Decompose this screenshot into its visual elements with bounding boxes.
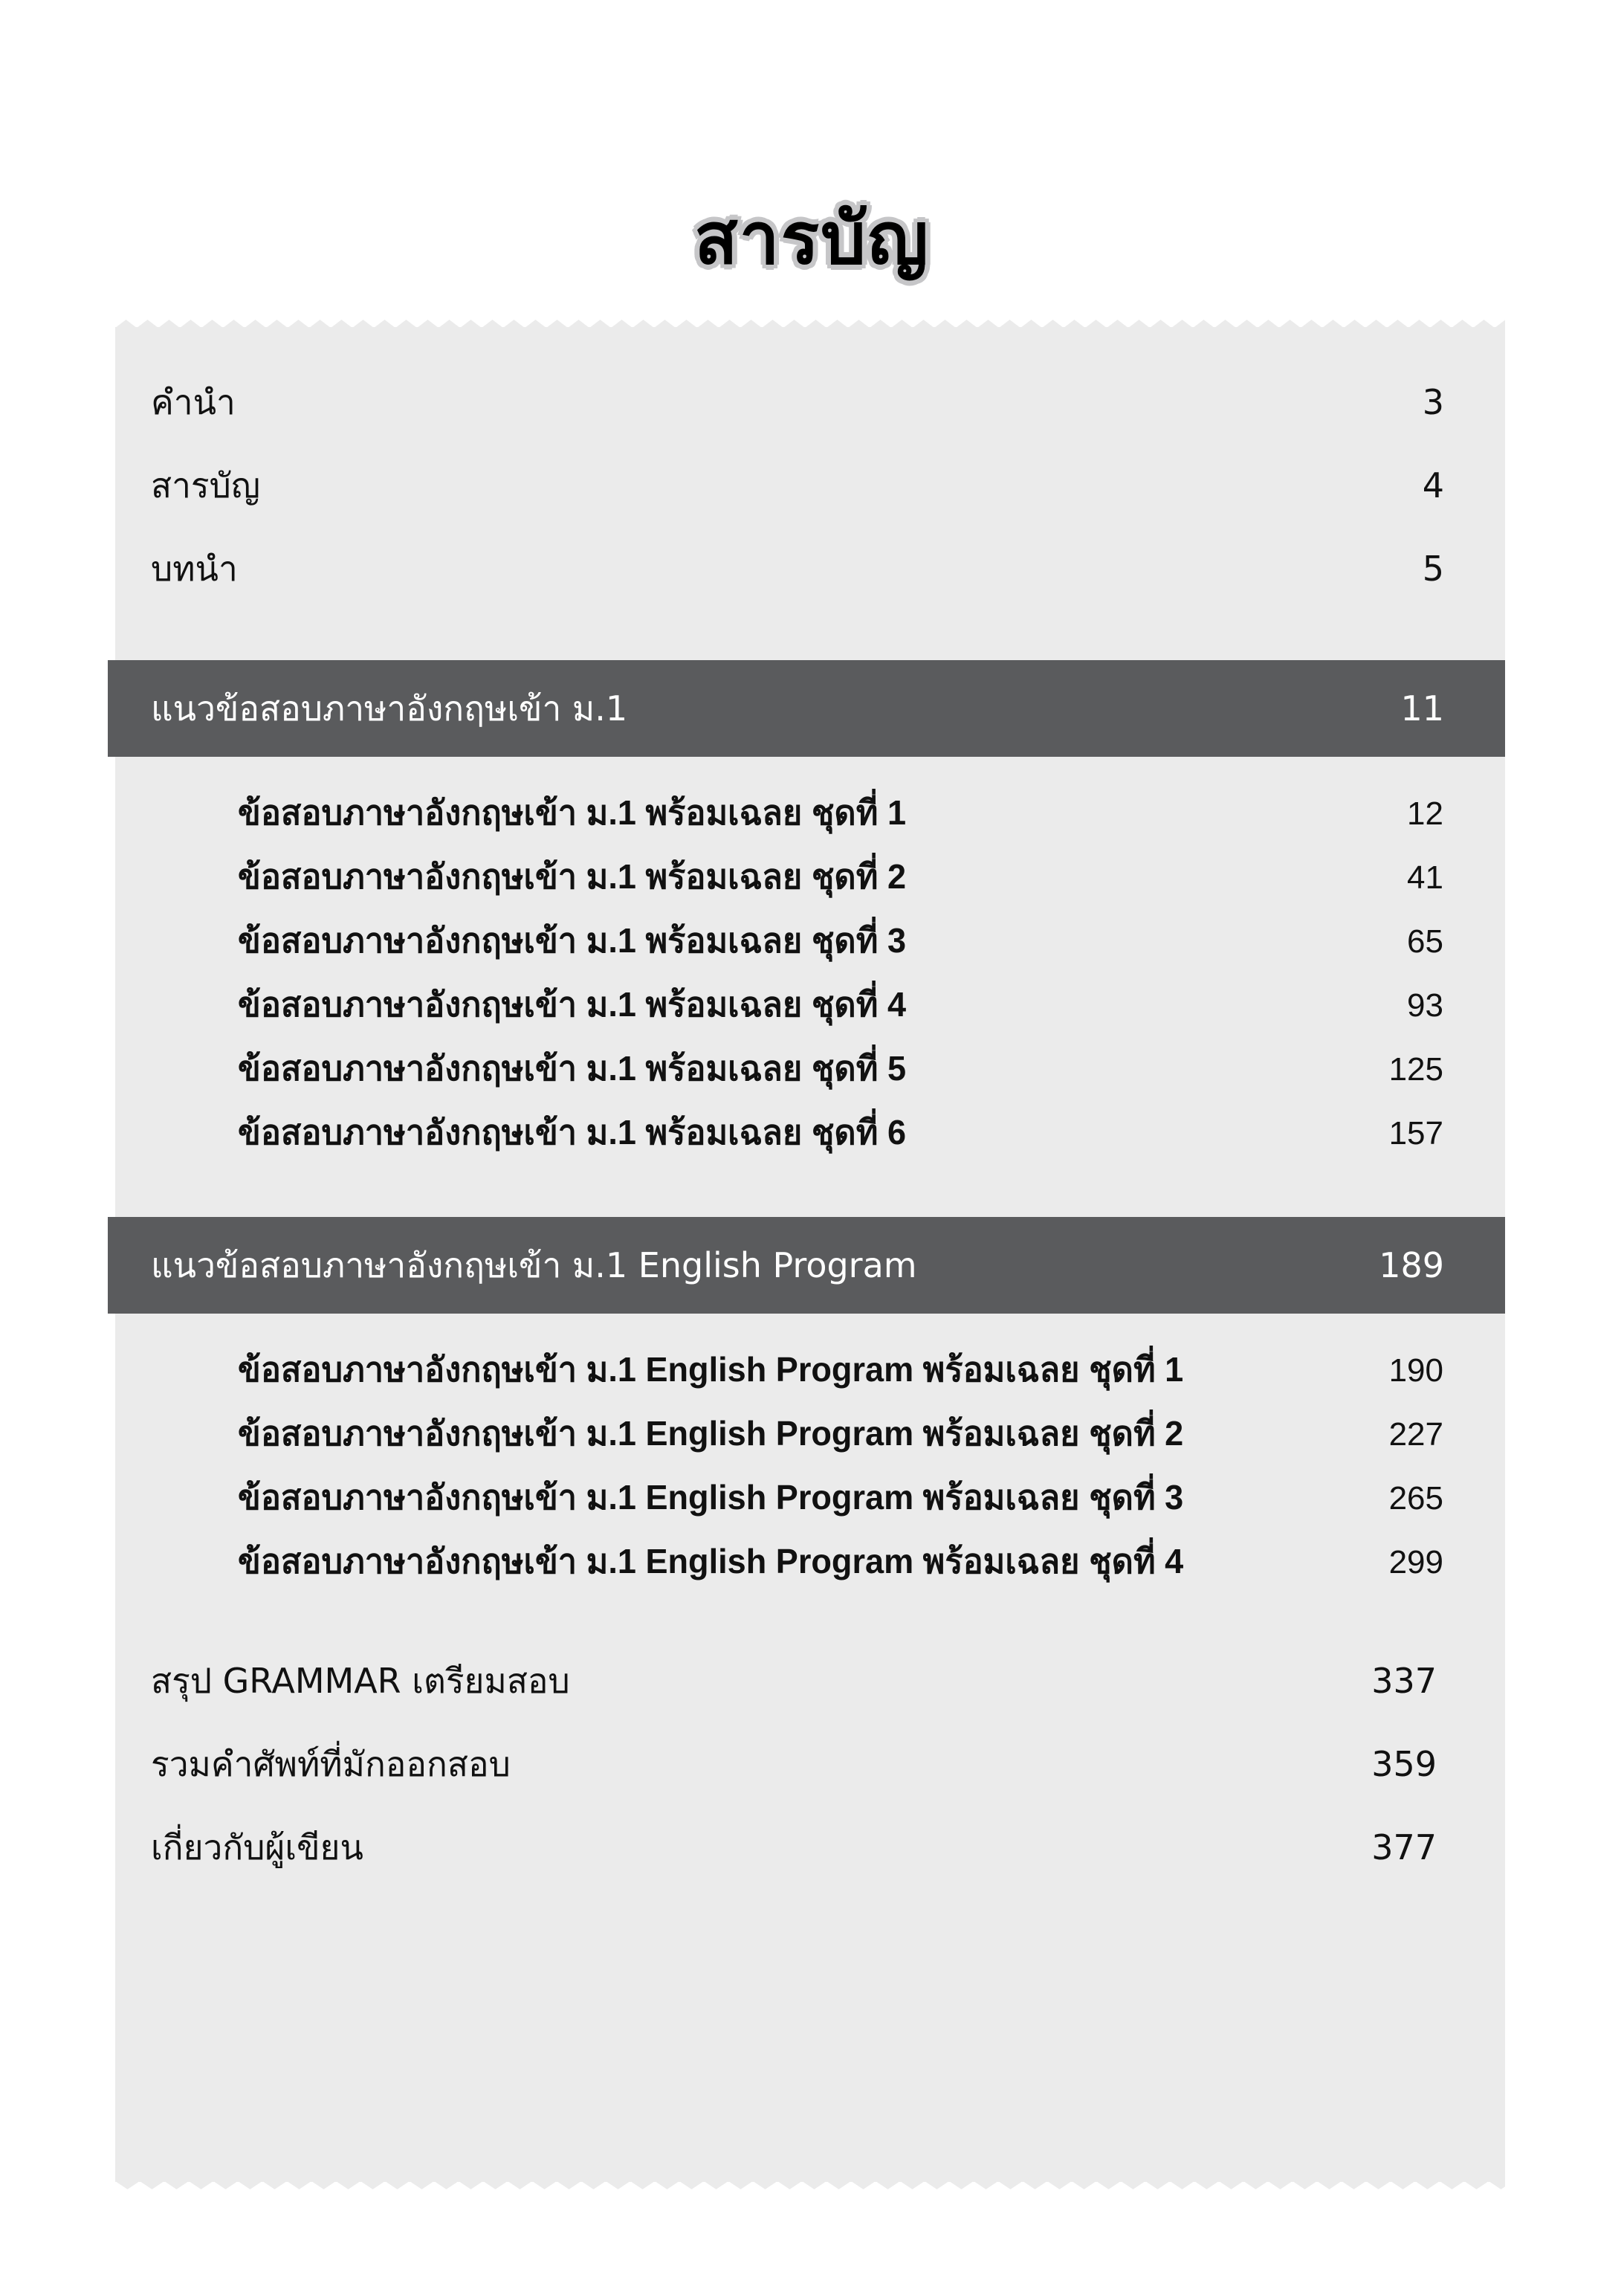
toc-entry-page: 359 [1371,1744,1437,1784]
toc-sub-entry[interactable] [238,1105,1443,1160]
toc-sub-entry[interactable] [238,914,1443,968]
toc-entry-label: สรุป GRAMMAR เตรียมสอบ [151,1661,570,1701]
page-title: สารบัญ [694,197,930,280]
toc-sub-entry-page: 125 [1388,1051,1443,1088]
toc-sub-entry[interactable] [238,850,1443,904]
toc-sub-entry[interactable] [238,1534,1443,1589]
section-heading-label: แนวข้อสอบภาษาอังกฤษเข้า ม.1 [151,688,628,729]
toc-sub-entry-page: 227 [1388,1416,1443,1453]
toc-sub-entry-label: ข้อสอบภาษาอังกฤษเข้า ม.1 พร้อมเฉลย ชุดที่ 3 [238,921,907,960]
section-heading-label: แนวข้อสอบภาษาอังกฤษเข้า ม.1 English Program [151,1244,917,1285]
toc-sub-entry-page: 299 [1388,1544,1443,1580]
toc-entry-label: เกี่ยวกับผู้เขียน [151,1827,363,1867]
toc-entry-back-1[interactable] [151,1654,1437,1708]
toc-entry-label: คำนำ [151,382,236,422]
toc-entry-page: 4 [1422,465,1444,506]
toc-sub-entry[interactable] [238,1343,1443,1397]
toc-sub-entry-page: 190 [1388,1352,1443,1389]
toc-sub-entry[interactable] [238,786,1443,840]
toc-entry-page: 337 [1371,1661,1437,1701]
section-heading-band-1[interactable] [108,660,1505,757]
toc-entry-front-1[interactable] [151,375,1444,430]
toc-sub-entry-label: ข้อสอบภาษาอังกฤษเข้า ม.1 พร้อมเฉลย ชุดที่ 2 [238,857,907,896]
zigzag-top-edge [115,319,1505,328]
toc-sub-entry[interactable] [238,1407,1443,1461]
toc-sub-entry-page: 65 [1407,923,1443,960]
toc-entry-label: รวมคำศัพท์ที่มักออกสอบ [151,1744,511,1784]
toc-entry-label: บทนำ [151,549,238,589]
section-heading-page: 11 [1400,688,1444,729]
toc-entry-page: 3 [1422,382,1444,422]
toc-sub-entry[interactable] [238,978,1443,1032]
toc-sub-entry-page: 12 [1407,795,1443,832]
toc-entry-front-2[interactable] [151,459,1444,513]
toc-entry-page: 377 [1371,1827,1437,1867]
toc-sub-entry-label: ข้อสอบภาษาอังกฤษเข้า ม.1 English Program พร้อมเฉลย ชุดที่ 1 [238,1350,1184,1389]
toc-sub-entry-page: 265 [1388,1480,1443,1517]
toc-sub-entry-page: 157 [1388,1115,1443,1152]
toc-sub-entry-label: ข้อสอบภาษาอังกฤษเข้า ม.1 พร้อมเฉลย ชุดที่ 4 [238,985,907,1024]
toc-entry-front-3[interactable] [151,542,1444,596]
toc-entry-label: สารบัญ [151,465,261,506]
toc-sub-entry[interactable] [238,1470,1443,1525]
toc-sub-entry[interactable] [238,1042,1443,1096]
zigzag-bottom-edge [115,2181,1505,2190]
toc-sub-entry-page: 93 [1407,987,1443,1024]
section-heading-page: 189 [1379,1245,1444,1285]
toc-sub-entry-label: ข้อสอบภาษาอังกฤษเข้า ม.1 พร้อมเฉลย ชุดที่ 1 [238,793,907,832]
toc-sub-entry-label: ข้อสอบภาษาอังกฤษเข้า ม.1 พร้อมเฉลย ชุดที่ 5 [238,1049,907,1088]
section-heading-band-2[interactable] [108,1217,1505,1314]
toc-sub-entry-label: ข้อสอบภาษาอังกฤษเข้า ม.1 English Program พร้อมเฉลย ชุดที่ 2 [238,1414,1184,1453]
toc-sub-entry-label: ข้อสอบภาษาอังกฤษเข้า ม.1 พร้อมเฉลย ชุดที่ 6 [238,1113,907,1152]
toc-sub-entry-page: 41 [1407,859,1443,896]
toc-entry-back-2[interactable] [151,1737,1437,1792]
toc-sub-entry-label: ข้อสอบภาษาอังกฤษเข้า ม.1 English Program พร้อมเฉลย ชุดที่ 4 [238,1542,1184,1580]
toc-entry-back-3[interactable] [151,1821,1437,1875]
toc-entry-page: 5 [1422,549,1444,589]
toc-sub-entry-label: ข้อสอบภาษาอังกฤษเข้า ม.1 English Program พร้อมเฉลย ชุดที่ 3 [238,1478,1184,1517]
